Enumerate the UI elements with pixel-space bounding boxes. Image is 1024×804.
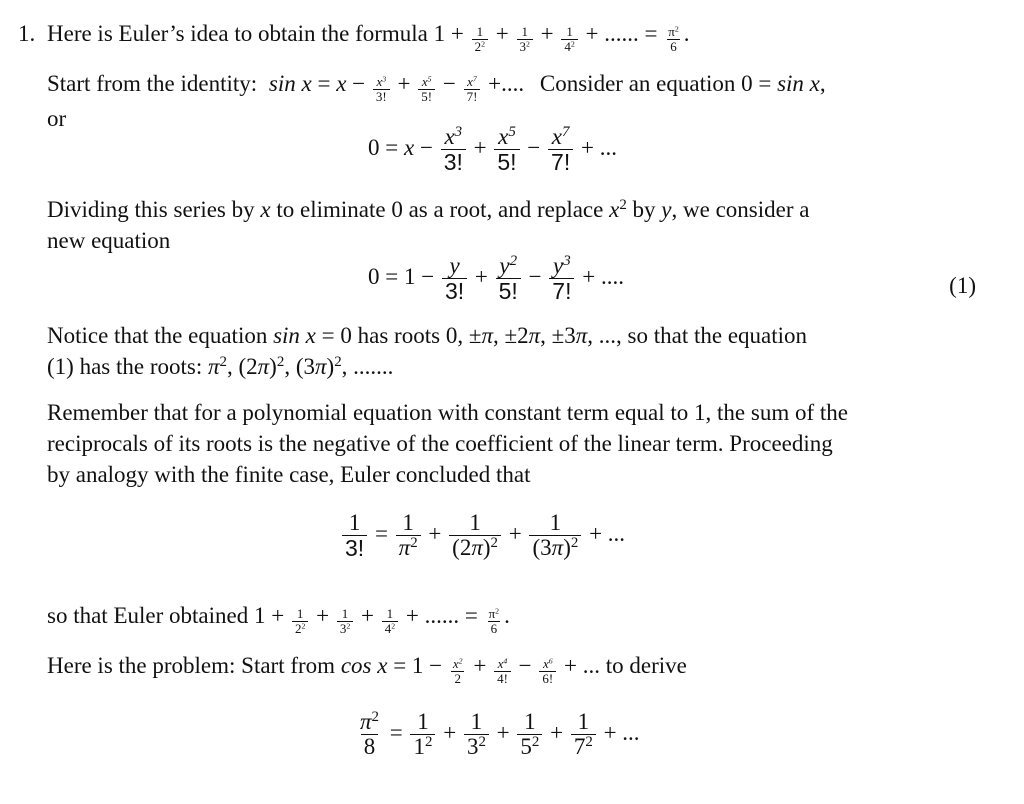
equation-label: (1) xyxy=(949,273,976,298)
identity-tail: +.... xyxy=(488,71,525,96)
problem-lead: Here is the problem: Start from xyxy=(47,653,336,678)
dividing-line-2: new equation xyxy=(47,228,171,253)
dividing-line-1: Dividing this series by x to eliminate 0 as a root, and replace $x^2$ by y, we consider a xyxy=(47,196,810,222)
conclusion-series: 1 + $\frac{1}{2^2}$ + $\frac{1}{3^2}$ + $\frac{1}{4^2}$ + ...... = $\frac{\pi^2}{6}$ . xyxy=(253,603,510,637)
conclusion-line xyxy=(47,604,510,636)
or-word: or xyxy=(47,106,67,131)
remember-line-3: by analogy with the finite case, Euler concluded that xyxy=(47,462,531,487)
notice-text-c: so that the equation xyxy=(627,323,808,348)
equation-reciprocal-sum: $\frac{1}{3!}$ = $\frac{1}{\pi^2}$ + $\frac{1}{(2\pi)^2}$ + $\frac{1}{(3\pi)^2}$ + ... xyxy=(340,511,625,560)
problem-lhs: cos x xyxy=(340,653,388,678)
identity-lhs: sin x xyxy=(268,71,312,96)
identity-lead: Start from the identity: xyxy=(47,71,258,96)
intro-series: 1 + $\frac{1}{2^2}$ + $\frac{1}{3^2}$ + $\frac{1}{4^2}$ + ...... = $\frac{\pi^2}{6}$ . xyxy=(433,21,690,55)
identity-series: = x − $\frac{x^3}{3!}$ + $\frac{x^5}{5!}$ − $\frac{x^7}{7!}$ xyxy=(317,71,488,96)
identity-line xyxy=(47,72,826,104)
equation-final: $\frac{\pi^2}{8}$ = $\frac{1}{1^2}$ + $\frac{1}{3^2}$ + $\frac{1}{5^2}$ + $\frac{1}{7^2}$ + ... xyxy=(360,708,640,760)
item-number: 1. xyxy=(18,21,36,46)
notice-line-1: Notice that the equation sin x = 0 has roots 0, ±π, ±2π, ±3π, ..., so that the equation xyxy=(47,323,808,348)
notice-text-b: has roots xyxy=(357,323,441,348)
identity-consider: Consider an equation xyxy=(539,71,736,96)
problem-end: to derive xyxy=(605,653,687,678)
remember-line-2: reciprocals of its roots is the negative of the coefficient of the linear term. Proceeding xyxy=(47,431,833,456)
identity-equation: 0 = sin x, xyxy=(741,71,826,96)
notice-text-a: Notice that the equation xyxy=(47,323,268,348)
equation-y-series: 0 = 1 − $\frac{y}{3!}$ + $\frac{y^2}{5!}$ − $\frac{y^3}{7!}$ + .... xyxy=(368,252,624,305)
conclusion-text: so that Euler obtained xyxy=(47,603,249,628)
equation-x-series: 0 = x − $\frac{x^3}{3!}$ + $\frac{x^5}{5!}$ − $\frac{x^7}{7!}$ + ... xyxy=(368,123,617,176)
problem-line xyxy=(47,654,687,686)
remember-line-1: Remember that for a polynomial equation with constant term equal to 1, the sum of the xyxy=(47,400,848,425)
notice-line-2: (1) has the roots: $\pi^2$, $(2\pi)^2$, $(3\pi)^2$, ....... xyxy=(47,353,394,379)
intro-line xyxy=(18,22,689,54)
problem-series: = 1 − $\frac{x^2}{2}$ + $\frac{x^4}{4!}$ − $\frac{x^6}{6!}$ + ... xyxy=(393,653,606,687)
notice-text-d: (1) has the roots: xyxy=(47,354,203,379)
intro-text: Here is Euler’s idea to obtain the formula xyxy=(47,21,428,46)
